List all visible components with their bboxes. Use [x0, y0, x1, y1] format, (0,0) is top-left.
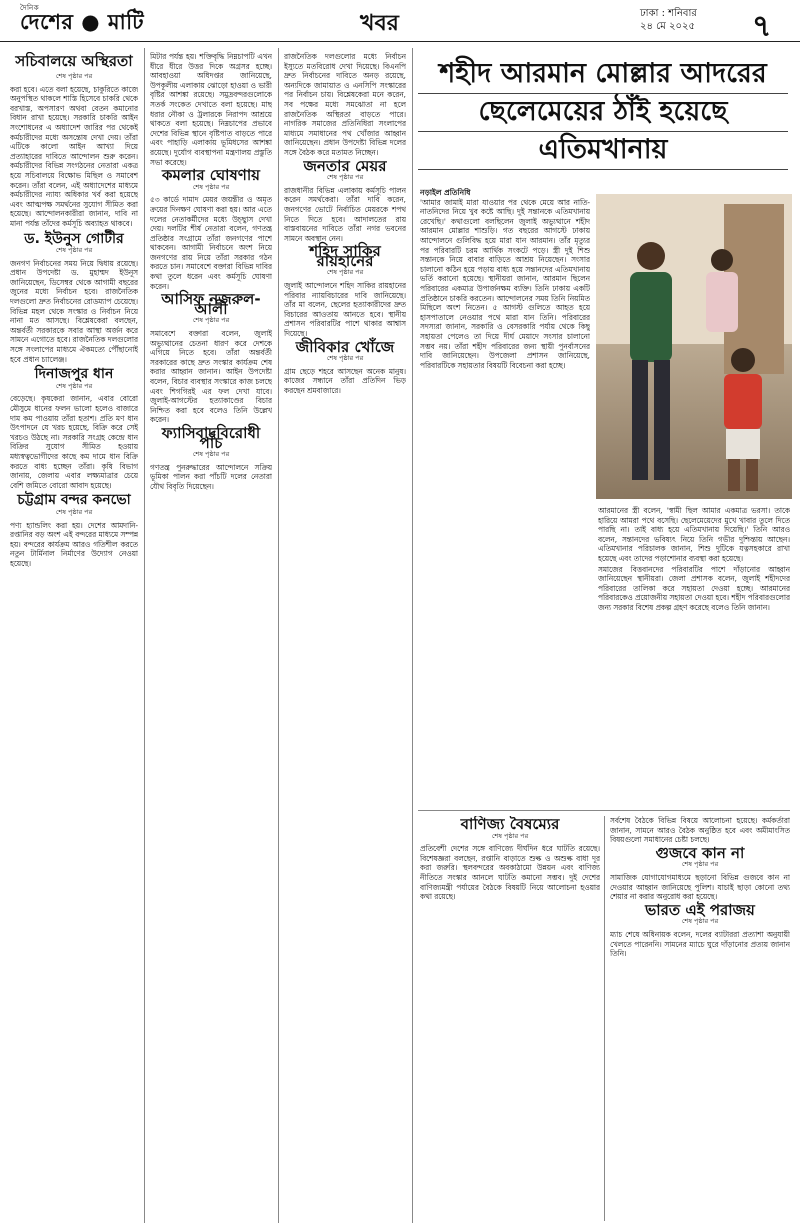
column-2: [150, 52, 272, 1224]
continued-label: শেষ পৃষ্ঠার পর: [55, 72, 93, 80]
article-body: করা হবে। এতে বলা হয়েছে, চাকুরিতে কাজে অনুপস্থিত থাকলে শাস্তি হিসেবে চাকরি থেকে বরখাস্ত, অপসারণ অথবা বেতন কমানোর বিধান রাখা হয়েছে। সরকারি চাকরি আইন সংশোধনের এ অধ্যাদেশ জারির পর থেকেই কর্মচারীদের মধ্যে অসন্তোষ দেখা দেয়। তাঁরা এটিকে কালো আইন আখ্যা দিয়ে প্রত্যাহারের দাবিতে আন্দোলন শুরু করেন। কর্মচারীদের বিভিন্ন সংগঠনের নেতারা একত্র হয়ে সচিবালয়ে বিক্ষোভ মিছিল ও সমাবেশ করেন। তাঁরা বলেন, এই অধ্যাদেশের মাধ্যমে কর্মচারীদের ন্যায্য অধিকার খর্ব করা হয়েছে এবং আত্মপক্ষ সমর্থনের সুযোগ সীমিত করা হয়েছে। আন্দোলনকারীরা জানান, দাবি না মানা পর্যন্ত তাঁদের কর্মসূচি অব্যাহত থাকবে।: [10, 84, 138, 228]
logo-text: দেশের ● মাটি: [20, 10, 145, 34]
section-title: খবর: [360, 11, 399, 36]
masthead: [0, 0, 800, 42]
article-body: রাজধানীর বিভিন্ন এলাকায় কর্মসূচি পালন করেন সমর্থকেরা। তাঁরা দাবি করেন, জনগণের ভোটে নির্বাচিত মেয়রকে শপথ নিতে দিতে হবে। আদালতের রায় বাস্তবায়নের দাবিতে তাঁরা নগর ভবনের সামনে অবস্থান নেন।: [284, 185, 406, 243]
date-block: [640, 7, 697, 33]
continued-label: শেষ পৃষ্ঠার পর: [681, 917, 719, 926]
photo-man-figure: [616, 234, 686, 494]
lead-body-left: [420, 188, 590, 808]
article-headline: সচিবালয়ে অস্থিরতা: [15, 52, 133, 70]
continued-label: শেষ পৃষ্ঠার পর: [192, 182, 230, 191]
lead-byline: নড়াইল প্রতিনিধি: [420, 188, 471, 197]
article-headline: বাণিজ্য বৈষম্যের: [460, 816, 560, 833]
section-divider: [418, 810, 790, 811]
article-body: বেড়েছে। কৃষকেরা জানান, এবার বোরো মৌসুমে ধানের ফলন ভালো হলেও বাজারে দাম কম পাওয়ায় তাঁরা হতাশ। প্রতি মণ ধান উৎপাদনে যে খরচ হয়েছে, বিক্রি করে সেই খরচও উঠছে না। সরকারি সংগ্রহ কেন্দ্রে ধান বিক্রির সুযোগ সীমিত হওয়ায় মধ্যস্বত্বভোগীদের কাছে কম দামে ধান বিক্রি করতে বাধ্য হচ্ছেন তাঁরা। কৃষি বিভাগ জানায়, জেলায় এবার লক্ষ্যমাত্রার চেয়ে বেশি জমিতে বোরো আবাদ হয়েছে।: [10, 394, 138, 490]
continued-label: শেষ পৃষ্ঠার পর: [326, 354, 364, 363]
article-body: জুলাই আন্দোলনে শহিদ সাকির রায়হানের পরিবার ন্যায়বিচারের দাবি জানিয়েছে। তাঁর মা বলেন, ছেলের হত্যাকারীদের দ্রুত বিচারের আওতায় আনতে হবে। স্থানীয় প্রশাসন পরিবারটির পাশে থাকার আশ্বাস দিয়েছে।: [284, 281, 406, 339]
article-body: ম্যাচ শেষে অধিনায়ক বলেন, দলের ব্যাটাররা প্রত্যাশা অনুযায়ী খেলতে পারেননি। সামনের ম্যাচে ঘুরে দাঁড়ানোর প্রত্যয় জানান তিনি।: [610, 929, 790, 959]
newspaper-logo: [20, 6, 144, 41]
bottom-story-right: [610, 816, 790, 1221]
article-body: সমাজের বিত্তবানদের পরিবারটির পাশে দাঁড়ানোর আহ্বান জানিয়েছেন স্থানীয়রা। জেলা প্রশাসক বলেন, জুলাই শহীদদের পরিবারের তালিকা করে সহায়তা দেওয়া হচ্ছে। আরমানের পরিবারকেও প্রয়োজনীয় সহায়তা দেওয়া হবে। শহীদ পরিবারগুলোর জন্য সরকার বিশেষ প্রকল্প গ্রহণ করেছে বলেও তিনি জানান।: [598, 564, 790, 612]
bottom-story-left: [420, 816, 600, 1221]
lead-body-right: [598, 506, 790, 806]
column-rule: [278, 48, 279, 1223]
article-body: প্রতিবেশী দেশের সঙ্গে বাণিজ্যে দীর্ঘদিন ধরে ঘাটতি রয়েছে। বিশেষজ্ঞরা বলছেন, রপ্তানি বাড়াতে শুল্ক ও অশুল্ক বাধা দূর করা জরুরি। স্থলবন্দরের অবকাঠামো উন্নয়ন এবং বাণিজ্য নীতিতে সংস্কার আনলে ঘাটতি কমানো সম্ভব। দুই দেশের বাণিজ্যমন্ত্রী পর্যায়ের বৈঠকে বিষয়টি নিয়ে আলোচনা হওয়ার কথা রয়েছে।: [420, 844, 600, 902]
article-body: ৫৩ কার্ডে দামাদ মেয়র জয়ন্তীর ও অমৃত ক্রয়ের দিনক্ষণ ঘোষণা করা হয়। আর এতে দলের নেতাকর্মীদের মধ্যে উচ্ছ্বাস দেখা দেয়। দলটির শীর্ষ নেতারা বলেন, গণতন্ত্র প্রতিষ্ঠার সংগ্রামে তাঁরা জনগণের পাশে থাকবেন। আগামী নির্বাচনে অংশ নিয়ে জনগণের রায় নিয়ে তাঁরা সরকার গঠন করতে চান। সমাবেশে বক্তারা বিভিন্ন দাবির কথা তুলে ধরেন এবং কর্মসূচি ঘোষণা করেন।: [150, 195, 272, 291]
article-body: সামাজিক যোগাযোগমাধ্যমে ছড়ানো বিভিন্ন গুজবে কান না দেওয়ার আহ্বান জানিয়েছে পুলিশ। যাচাই ছাড়া কোনো তথ্য শেয়ার না করার অনুরোধ করা হয়েছে।: [610, 872, 790, 902]
continued-label: শেষ পৃষ্ঠার পর: [681, 860, 719, 869]
continued-label: শেষ পৃষ্ঠার পর: [192, 450, 230, 459]
photo-boy-figure: [714, 344, 772, 494]
article-headline: কমলার ঘোষণায়: [161, 166, 261, 185]
lead-headline: [418, 56, 788, 170]
column-rule: [604, 816, 605, 1221]
article-body: সমাবেশে বক্তারা বলেন, জুলাই অভ্যুত্থানের চেতনা ধারণ করে দেশকে এগিয়ে নিতে হবে। তাঁরা অন্তর্বর্তী সরকারের কাছে দ্রুত সংস্কার কার্যক্রম শেষ করার আহ্বান জানান। আইন উপদেষ্টা বলেন, বিচার ব্যবস্থার সংস্কারে কাজ চলছে এবং শিগগিরই এর ফল দেখা যাবে। জুলাই-আগস্টের হত্যাকাণ্ডের বিচার নিশ্চিত করা হবে বলেও তিনি উল্লেখ করেন।: [150, 329, 272, 425]
lead-photo: [596, 194, 792, 499]
lead-headline-line-1: শহীদ আরমান মোল্লার আদরের: [418, 56, 788, 94]
article-body: 'আমার জামাই মারা যাওয়ার পর থেকে মেয়ে আর নাতি-নাতনিদের নিয়ে খুব কষ্টে আছি। দুই সন্তানকে এতিমখানায় রেখেছি।' কথাগুলো বলছিলেন জুলাই অভ্যুত্থানে শহীদ আরমান মোল্লার শাশুড়ি। গত বছরের আগস্টে ঢাকায় আন্দোলনে গুলিবিদ্ধ হয়ে মারা যান আরমান। তাঁর মৃত্যুর পর পরিবারটি চরম আর্থিক সংকটে পড়ে। স্ত্রী দুই শিশু সন্তানকে নিয়ে বাবার বাড়িতে আশ্রয় নিয়েছেন। সংসার চালানো কঠিন হয়ে পড়ায় বাধ্য হয়ে সন্তানদের এতিমখানায় ভর্তি করানো হয়েছে। স্থানীয়রা জানান, আরমান ছিলেন পরিবারের একমাত্র উপার্জনক্ষম ব্যক্তি। তিনি ঢাকায় একটি প্রতিষ্ঠানে চাকরি করতেন। আন্দোলনের সময় তিনি নিয়মিত মিছিলে অংশ নিতেন। ৫ আগস্ট গুলিতে আহত হয়ে হাসপাতালে নেওয়ার পথে মারা যান তিনি। পরিবারের সদস্যরা জানান, সরকারি ও বেসরকারি পর্যায় থেকে কিছু সহায়তা পেলেও তা দিয়ে দীর্ঘ মেয়াদে সংসার চালানো সম্ভব নয়। তাঁরা শহীদ পরিবারের জন্য স্থায়ী পুনর্বাসনের দাবি জানিয়েছেন। উপজেলা প্রশাসন জানিয়েছে, পরিবারটিকে সহায়তার বিষয়টি বিবেচনা করা হচ্ছে।: [420, 197, 590, 370]
continued-label: শেষ পৃষ্ঠার পর: [55, 381, 93, 390]
article-headline: শহিদ সাকির রায়হানের: [309, 242, 381, 270]
article-headline: ড. ইউনুস গোটীর: [24, 230, 124, 247]
lead-headline-line-2: ছেলেমেয়ের ঠাঁই হয়েছে: [418, 94, 788, 132]
article-body: রাজনৈতিক দলগুলোর মধ্যে নির্বাচন ইস্যুতে মতবিরোধ দেখা দিয়েছে। বিএনপি দ্রুত নির্বাচনের দাবিতে অনড় রয়েছে, অন্যদিকে জামায়াত ও এনসিপি সংস্কারের পর নির্বাচন চায়। বিশ্লেষকেরা মনে করেন, সব পক্ষের মধ্যে সমঝোতা না হলে রাজনৈতিক অস্থিরতা বাড়তে পারে। নাগরিক সমাজের প্রতিনিধিরা সংলাপের মাধ্যমে সমাধানের পথ খোঁজার আহ্বান জানিয়েছেন। প্রধান উপদেষ্টা বিভিন্ন দলের সঙ্গে বৈঠক করে মতামত নিচ্ছেন।: [284, 52, 406, 157]
logo-small-text: দৈনিক: [20, 4, 40, 12]
article-headline: আসিফ নজরুল-আলী: [161, 290, 261, 318]
continued-label: শেষ পৃষ্ঠার পর: [192, 316, 230, 325]
lead-headline-line-3: এতিমখানায়: [418, 132, 788, 170]
column-1: [10, 52, 138, 1224]
continued-label: শেষ পৃষ্ঠার পর: [491, 831, 529, 840]
article-headline: চট্টগ্রাম বন্দর কনভো: [17, 492, 131, 509]
photo-girl-figure: [696, 244, 748, 354]
article-headline: দিনাজপুর ধান: [34, 366, 114, 383]
article-headline: ফ্যাসিবাদবিরোধী পাঁচ: [161, 423, 261, 452]
article-body: গ্রাম ছেড়ে শহরে আসছেন অনেক মানুষ। কাজের সন্ধানে তাঁরা প্রতিদিন ভিড় করছেন শ্রমবাজারে।: [284, 366, 406, 395]
article-body: সর্বশেষ বৈঠকে বিভিন্ন বিষয়ে আলোচনা হয়েছে। কর্মকর্তারা জানান, সামনে আরও বৈঠক অনুষ্ঠিত হবে এবং অমীমাংসিত বিষয়গুলো সমাধানের চেষ্টা চলছে।: [610, 816, 790, 845]
column-rule: [412, 48, 413, 1223]
article-headline: জনতার মেয়র: [303, 156, 387, 175]
date-line-2: ২৪ মে ২০২৫: [640, 21, 695, 32]
article-headline: জীবিকার খোঁজে: [295, 337, 395, 356]
article-headline: ভারত এই পরাজয়: [645, 900, 755, 919]
column-rule: [144, 48, 145, 1223]
continued-label: শেষ পৃষ্ঠার পর: [55, 246, 93, 255]
lead-story: [418, 56, 788, 170]
article-headline: গুজবে কান না: [655, 843, 745, 862]
date-line-1: ঢাকা : শনিবার: [640, 8, 697, 19]
article-body: গণতন্ত্র পুনরুদ্ধারের আন্দোলনে সক্রিয় ভূমিকা পালন করা পাঁচটি দলের নেতারা যৌথ বিবৃতি দিয়েছেন।: [150, 462, 272, 491]
page-number: ৭: [752, 9, 772, 44]
column-3: [284, 52, 406, 1224]
article-body: পণ্য হ্যান্ডলিং করা হয়। দেশের আমদানি-রপ্তানির বড় অংশ এই বন্দরের মাধ্যমে সম্পন্ন হয়। বন্দরের কার্যক্রম আরও গতিশীল করতে নতুন টার্মিনাল নির্মাণের উদ্যোগ নেওয়া হয়েছে।: [10, 520, 138, 568]
article-body: আরমানের স্ত্রী বলেন, 'স্বামী ছিল আমার একমাত্র ভরসা। তাকে হারিয়ে আমরা পথে বসেছি। ছেলেমেয়েদের মুখে খাবার তুলে দিতে পারছি না। তাই বাধ্য হয়ে এতিমখানায় দিয়েছি।' তিনি আরও বলেন, সন্তানদের ভবিষ্যৎ নিয়ে তিনি গভীর দুশ্চিন্তায় আছেন। এতিমখানার পরিচালক জানান, শিশু দুটিকে যত্নসহকারে রাখা হয়েছে এবং তাদের পড়াশোনার ব্যবস্থা করা হয়েছে।: [598, 506, 790, 563]
article-body: মিটার পর্যন্ত হয়। শক্তিবৃদ্ধি নিম্নচাপটি এখন ধীরে ধীরে উত্তর দিকে অগ্রসর হচ্ছে। আবহাওয়া অধিদপ্তর জানিয়েছে, উপকূলীয় এলাকায় ঝোড়ো হাওয়া ও ভারী বৃষ্টির আশঙ্কা রয়েছে। সমুদ্রবন্দরগুলোকে সতর্ক সংকেত দেখাতে বলা হয়েছে। মাছ ধরার নৌকা ও ট্রলারকে নিরাপদ আশ্রয়ে থাকতে বলা হয়েছে। নিম্নচাপের প্রভাবে দেশের বিভিন্ন স্থানে বৃষ্টিপাত বাড়তে পারে এবং পাহাড়ি এলাকায় ভূমিধসের আশঙ্কা রয়েছে। দুর্যোগ ব্যবস্থাপনা মন্ত্রণালয় প্রস্তুতি সভা করেছে।: [150, 52, 272, 167]
continued-label: শেষ পৃষ্ঠার পর: [326, 268, 364, 277]
continued-label: শেষ পৃষ্ঠার পর: [326, 173, 364, 182]
continued-label: শেষ পৃষ্ঠার পর: [55, 507, 93, 516]
article-body: জনগণ নির্বাচনের সময় নিয়ে দ্বিধায় রয়েছে। প্রধান উপদেষ্টা ড. মুহাম্মদ ইউনূস জানিয়েছেন, ডিসেম্বর থেকে আগামী বছরের জুনের মধ্যে নির্বাচন হবে। রাজনৈতিক দলগুলো দ্রুত নির্বাচনের রোডম্যাপ চেয়েছে। বিভিন্ন মহল থেকে সংস্কার ও নির্বাচন নিয়ে নানা মত আসছে। বিশ্লেষকেরা বলছেন, অন্তর্বর্তী সরকারকে সবার আস্থা অর্জন করে সামনে এগোতে হবে। রাজনৈতিক দলগুলোর সঙ্গে সংলাপের মাধ্যমে ঐকমত্যে পৌঁছানোই হবে প্রধান চ্যালেঞ্জ।: [10, 258, 138, 364]
